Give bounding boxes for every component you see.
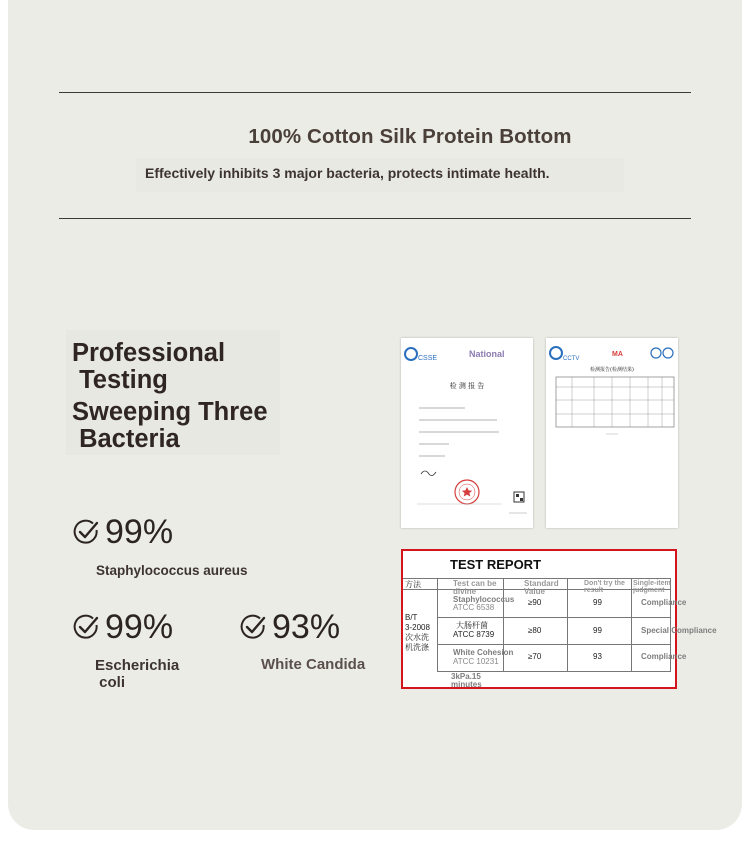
method-line: B/T: [405, 613, 418, 622]
report-grid-line: [631, 578, 632, 672]
test-report: [401, 549, 717, 689]
stat-label: Staphylococcus aureus: [96, 563, 248, 578]
row-code: ATCC 8739: [453, 630, 495, 639]
certificate-left: [401, 338, 533, 528]
method-text: [405, 613, 430, 653]
row-result: 93: [593, 652, 602, 661]
method-line: 次水洗: [405, 633, 429, 642]
row-organism: Staphylococcus: [453, 595, 515, 604]
report-grid-line: [567, 578, 568, 672]
row-result: 99: [593, 598, 602, 607]
report-footer: [451, 673, 482, 689]
certificate-document-icon: [401, 338, 533, 528]
report-title: TEST REPORT: [450, 557, 542, 572]
report-grid-line: [437, 617, 671, 618]
subtitle-band: [136, 158, 624, 192]
col-judgment: Single-item judgment: [633, 580, 671, 594]
cert-mark-text: MA: [612, 351, 623, 358]
section-heading: [72, 340, 268, 452]
footer-line: 3kPa.15: [451, 672, 481, 681]
stat-label: White Candida: [261, 656, 366, 673]
cert-doc-title: 检测报告(检测结果): [590, 367, 634, 373]
stat-percent: 99%: [105, 608, 174, 646]
check-circle-icon: [73, 519, 99, 545]
method-line: 3-2008: [405, 623, 430, 632]
cert-doc-title: 检 测 报 告: [449, 382, 485, 390]
footer-line: minutes: [451, 680, 482, 689]
heading-line: Bacteria: [72, 424, 180, 453]
report-grid-line: [437, 578, 438, 672]
cert-logo-text: CCTV: [563, 356, 580, 362]
col-test: Test can be divine: [453, 579, 497, 596]
bottom-divider: [59, 218, 691, 219]
subtitle-text: Effectively inhibits 3 major bacteria, protects intimate health.: [145, 165, 550, 181]
row-judgment: Special Compliance: [641, 626, 717, 635]
check-circle-icon: [240, 614, 266, 640]
test-results-document-icon: [546, 338, 678, 528]
row-organism: White Cohesion: [453, 648, 514, 657]
col-result: Don't try the result: [584, 580, 625, 594]
row-judgment: Compliance: [641, 598, 687, 607]
col-method: 方法: [405, 580, 421, 589]
method-line: 机洗涤: [405, 643, 429, 652]
stat-label-line: Escherichia: [95, 657, 180, 674]
row-standard: ≥80: [528, 626, 542, 635]
col-standard: Standard Value: [524, 579, 559, 596]
cert-logo-text: CSSE: [418, 355, 438, 362]
row-organism: 大肠杆菌: [456, 621, 488, 630]
cert-brand-text: National: [469, 349, 505, 359]
report-grid-line: [503, 578, 504, 672]
page-title: 100% Cotton Silk Protein Bottom: [248, 125, 572, 148]
row-judgment: Compliance: [641, 652, 687, 661]
heading-line: Sweeping Three: [72, 398, 268, 426]
heading-line: Professional: [72, 339, 226, 367]
top-divider: [59, 92, 691, 93]
stat-label: [95, 657, 179, 691]
report-grid-line: [437, 644, 671, 645]
stat-label-line: coli: [95, 674, 126, 691]
row-code: ATCC 10231: [453, 657, 499, 666]
stat-percent: 93%: [272, 608, 341, 646]
check-circle-icon: [73, 614, 99, 640]
stat-percent: 99%: [105, 513, 174, 551]
row-code: ATCC 6538: [453, 603, 495, 612]
certificate-right: [546, 338, 678, 528]
row-standard: ≥70: [528, 652, 542, 661]
row-result: 99: [593, 626, 602, 635]
row-standard: ≥90: [528, 598, 542, 607]
heading-line: Testing: [72, 365, 168, 394]
